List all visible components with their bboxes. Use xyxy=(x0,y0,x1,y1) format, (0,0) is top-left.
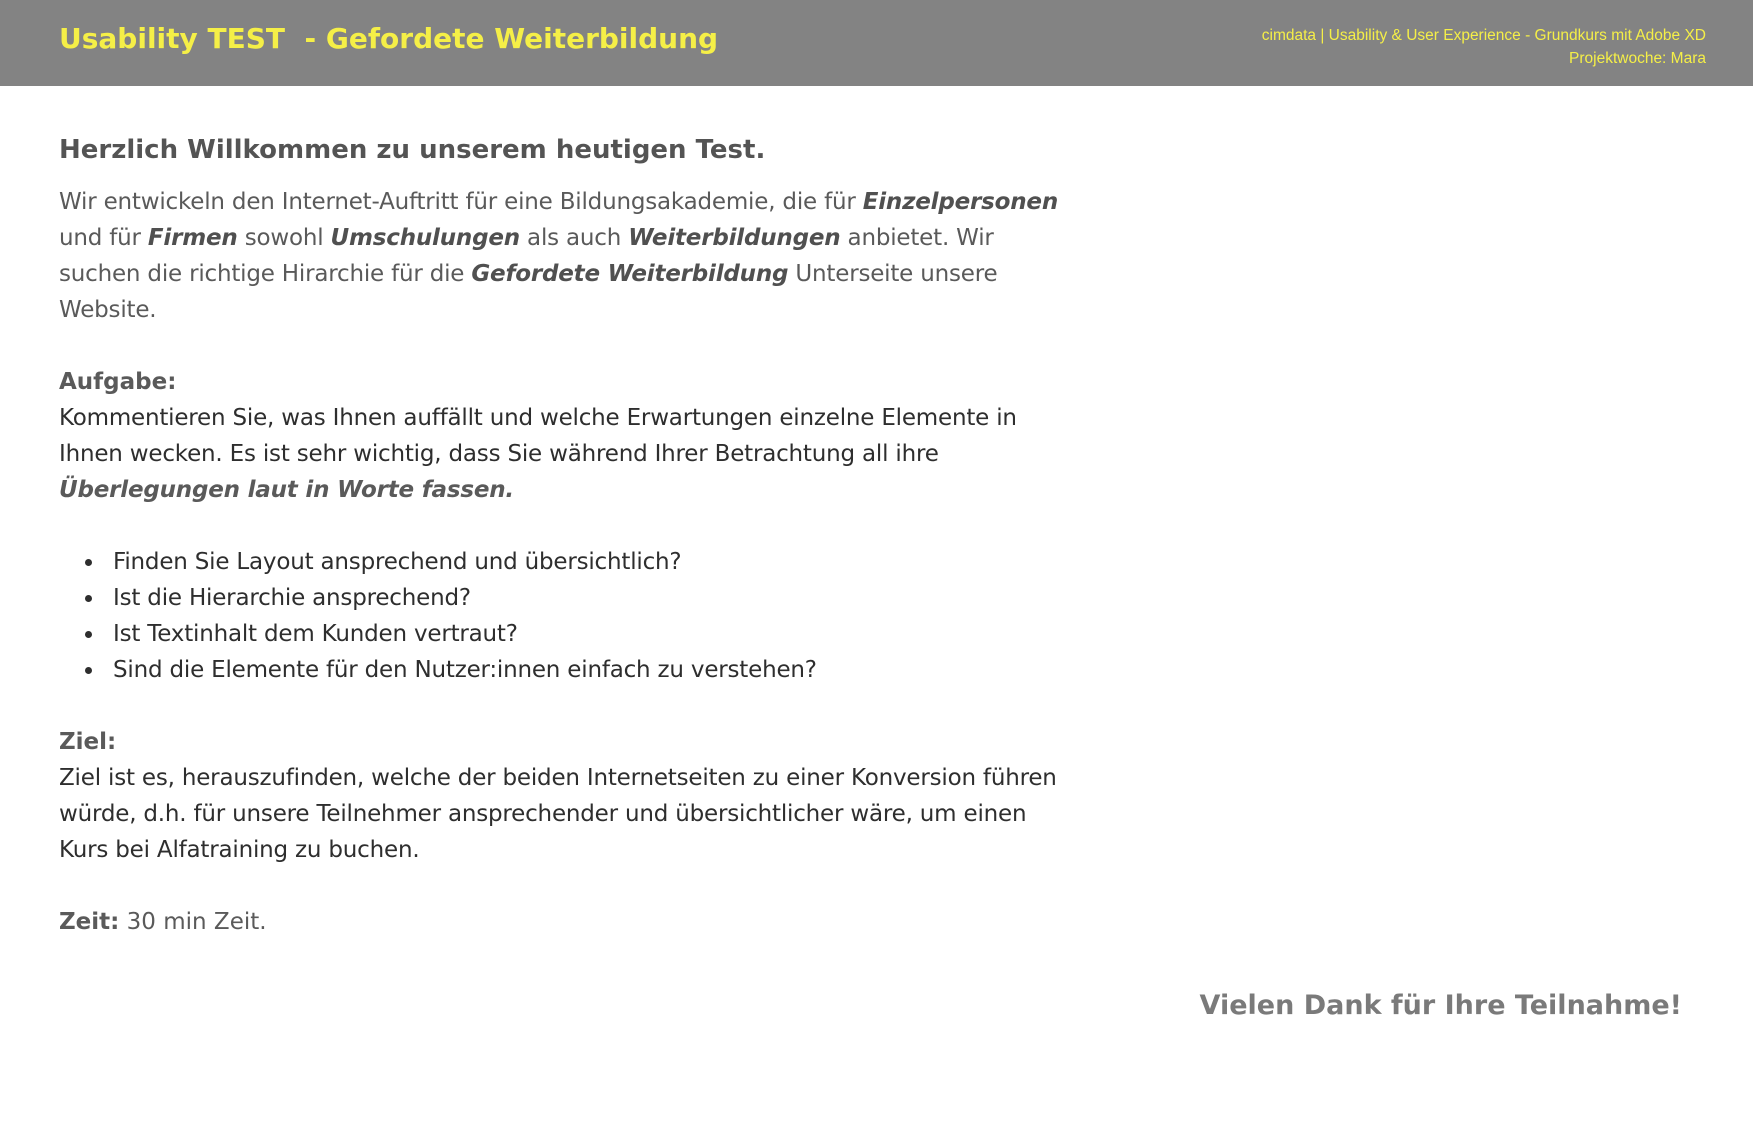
list-item xyxy=(59,544,1059,580)
list-item xyxy=(59,580,1059,616)
aufgabe-heading: Aufgabe: xyxy=(59,369,177,395)
header-bar xyxy=(0,0,1753,86)
main-content xyxy=(59,130,1059,940)
zeit-label: Zeit: xyxy=(59,909,120,935)
bullet-icon xyxy=(85,631,92,638)
zeit-line xyxy=(59,904,1059,940)
intro-text-2: und für xyxy=(59,225,148,251)
thank-you-message: Vielen Dank für Ihre Teilnahme! xyxy=(1199,990,1682,1021)
intro-text-6: Unterseite unsere Website. xyxy=(59,261,998,323)
intro-emphasis-einzelpersonen: Einzelpersonen xyxy=(862,189,1059,215)
bullet-icon xyxy=(85,559,92,566)
ziel-text: Ziel ist es, herauszufinden, welche der beiden Internetseiten zu einer Konversion führen würde, d.h. für unsere Teilnehmer ansprechender und übersichtlicher wäre, um einen Kurs bei Alfatraining zu buchen. xyxy=(59,765,1057,863)
intro-text-1: Wir entwickeln den Internet-Auftritt für eine Bildungsakademie, die für xyxy=(59,189,863,215)
header-meta xyxy=(1262,24,1706,70)
intro-emphasis-umschulungen: Umschulungen xyxy=(330,225,520,251)
intro-text-5: anbietet. Wir suchen die richtige Hirarchie für die xyxy=(59,225,994,287)
course-info: cimdata | Usability & User Experience - Grundkurs mit Adobe XD xyxy=(1261,27,1706,44)
intro-emphasis-gefordete-weiterbildung: Gefordete Weiterbildung xyxy=(471,261,789,287)
ziel-heading: Ziel: xyxy=(59,729,117,755)
intro-text-3: sowohl xyxy=(237,225,331,251)
intro-paragraph xyxy=(59,184,1059,328)
question-text: Ist die Hierarchie ansprechend? xyxy=(113,585,471,611)
list-item xyxy=(59,652,1059,688)
question-text: Ist Textinhalt dem Kunden vertraut? xyxy=(113,621,518,647)
project-week-info: Projektwoche: Mara xyxy=(1569,50,1706,67)
list-item xyxy=(59,616,1059,652)
zeit-value: 30 min Zeit. xyxy=(119,909,267,935)
intro-text-4: als auch xyxy=(519,225,629,251)
bullet-icon xyxy=(85,595,92,602)
aufgabe-text xyxy=(59,400,1059,508)
question-text: Finden Sie Layout ansprechend und übersichtlich? xyxy=(113,549,682,575)
intro-emphasis-firmen: Firmen xyxy=(147,225,238,251)
question-list xyxy=(59,544,1059,688)
aufgabe-emphasis: Überlegungen laut in Worte fassen. xyxy=(59,477,514,503)
aufgabe-body: Kommentieren Sie, was Ihnen auffällt und welche Erwartungen einzelne Elemente in Ihnen wecken. Es ist sehr wichtig, dass Sie während Ihrer Betrachtung all ihre xyxy=(59,405,1017,467)
question-text: Sind die Elemente für den Nutzer:innen einfach zu verstehen? xyxy=(113,657,817,683)
intro-emphasis-weiterbildungen: Weiterbildungen xyxy=(628,225,841,251)
page-title: Usability TEST - Gefordete Weiterbildung xyxy=(59,22,719,55)
bullet-icon xyxy=(85,667,92,674)
welcome-heading: Herzlich Willkommen zu unserem heutigen Test. xyxy=(59,135,766,165)
